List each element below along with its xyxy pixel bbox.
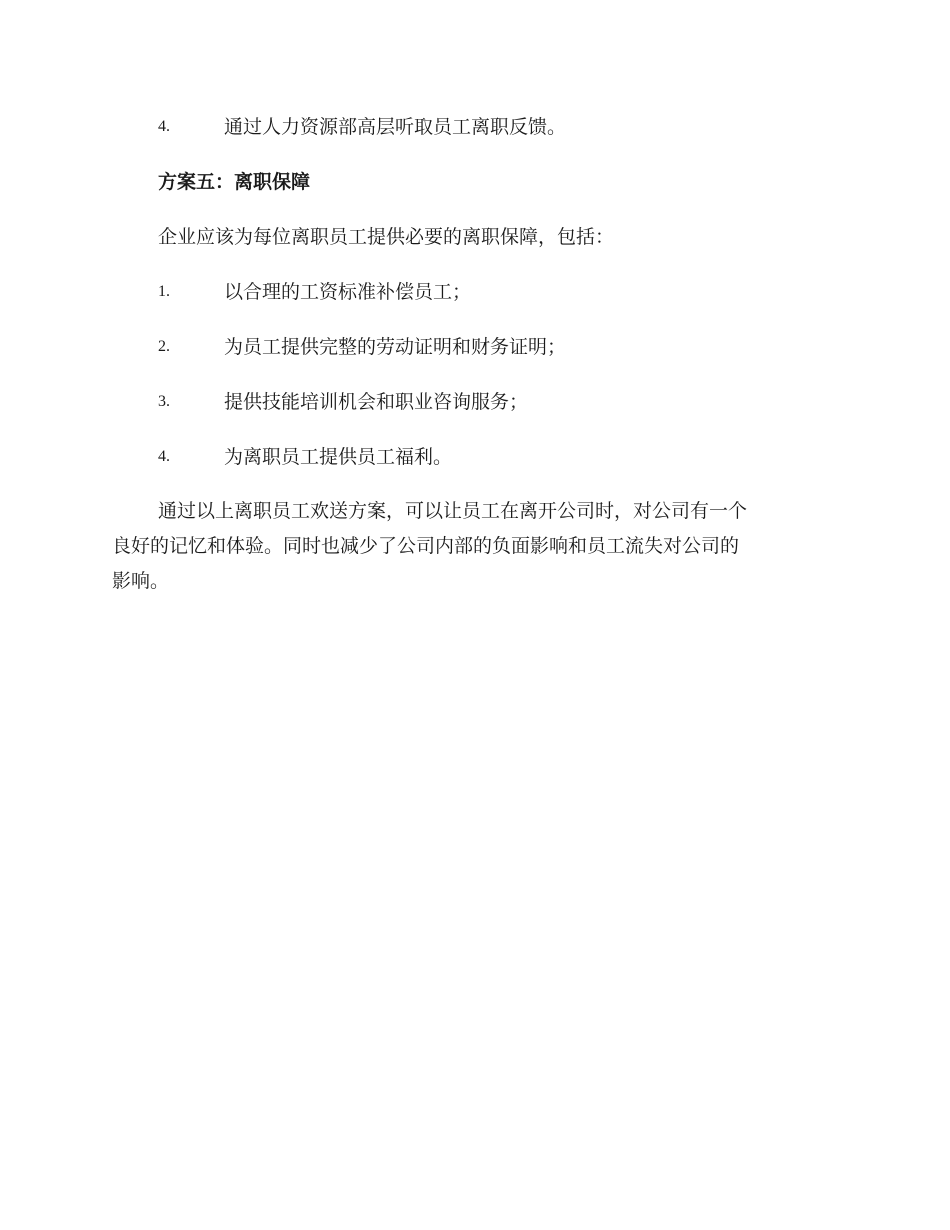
section-intro: 企业应该为每位离职员工提供必要的离职保障，包括： bbox=[158, 226, 615, 248]
conclusion-paragraph bbox=[112, 494, 842, 599]
list-item bbox=[158, 275, 858, 309]
list-text: 通过人力资源部高层听取员工离职反馈。 bbox=[224, 116, 567, 138]
list-text: 为离职员工提供员工福利。 bbox=[224, 446, 453, 468]
list-text: 为员工提供完整的劳动证明和财务证明； bbox=[224, 336, 567, 358]
list-number: 4. bbox=[158, 448, 170, 465]
list-item bbox=[158, 385, 858, 419]
list-number: 1. bbox=[158, 283, 170, 300]
conclusion-line: 影响。 bbox=[112, 570, 170, 592]
conclusion-line: 良好的记忆和体验。同时也减少了公司内部的负面影响和员工流失对公司的 bbox=[112, 535, 740, 557]
list-number: 3. bbox=[158, 393, 170, 410]
list-item bbox=[158, 440, 858, 474]
conclusion-line: 通过以上离职员工欢送方案，可以让员工在离开公司时，对公司有一个 bbox=[158, 500, 748, 522]
list-number: 4. bbox=[158, 118, 170, 135]
section-heading: 方案五：离职保障 bbox=[158, 171, 311, 193]
list-text: 提供技能培训机会和职业咨询服务； bbox=[224, 391, 529, 413]
list-item bbox=[158, 110, 858, 144]
list-item bbox=[158, 330, 858, 364]
list-text: 以合理的工资标准补偿员工； bbox=[224, 281, 472, 303]
list-number: 2. bbox=[158, 338, 170, 355]
